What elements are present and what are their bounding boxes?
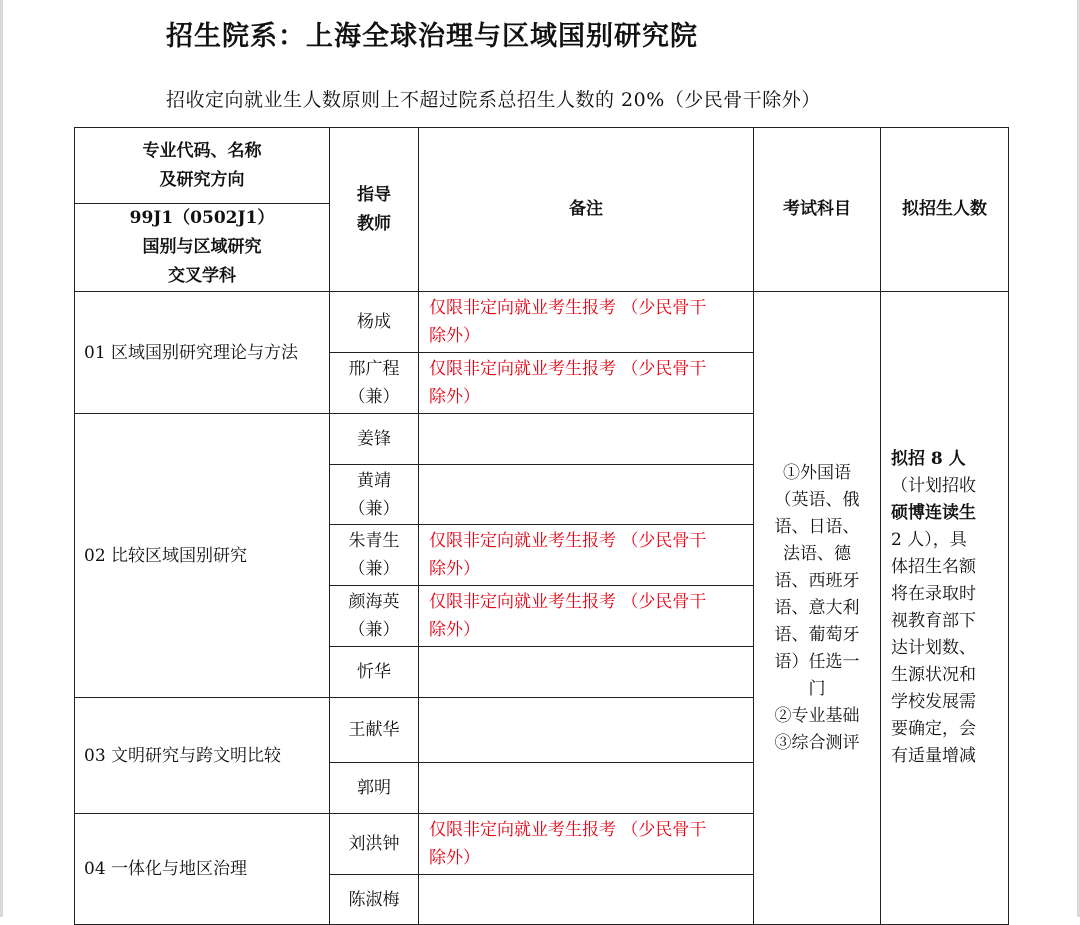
header-tutor — [330, 128, 419, 292]
tutor-note: （兼） — [348, 559, 400, 579]
note-cell — [419, 586, 754, 647]
header-code-line1: 99J1（0502J1） — [129, 208, 275, 228]
tutor-cell — [330, 875, 419, 925]
page-edge-left — [0, 0, 3, 917]
header-code-block — [75, 204, 330, 292]
tutor-cell — [330, 525, 419, 586]
tutor-name: 刘洪钟 — [348, 834, 400, 854]
header-code-title-line1: 专业代码、名称 — [142, 140, 262, 161]
count-line: （计划招收 — [891, 476, 976, 496]
note-cell — [419, 465, 754, 525]
page-title: 招生院系：上海全球治理与区域国别研究院 — [166, 21, 698, 52]
count-line: 体招生名额 — [891, 557, 976, 577]
note-cell — [419, 525, 754, 586]
tutor-cell — [330, 414, 419, 465]
count-line: 学校发展需 — [891, 692, 976, 712]
exam-line: 语、日语、 — [774, 516, 860, 537]
header-tutor-line2: 教师 — [357, 213, 391, 234]
direction-02: 02 比较区域国别研究 — [75, 414, 330, 698]
note-line2: 除外） — [429, 848, 480, 868]
page-subtitle: 招收定向就业生人数原则上不超过院系总招生人数的 20%（少民骨干除外） — [166, 89, 821, 111]
header-exam: 考试科目 — [754, 128, 881, 292]
exam-line: 法语、德 — [783, 543, 851, 564]
exam-line: 门 — [808, 678, 826, 699]
count-line: 将在录取时 — [891, 584, 976, 604]
note-cell — [419, 647, 754, 698]
header-code-line3: 交叉学科 — [168, 266, 236, 286]
enrollment-table — [74, 127, 1009, 925]
direction-04: 04 一体化与地区治理 — [75, 814, 330, 925]
planned-count — [881, 292, 1009, 925]
tutor-name: 朱青生 — [348, 531, 400, 551]
table-row — [75, 292, 1009, 353]
count-line: 要确定，会 — [891, 719, 976, 739]
note-line1: 仅限非定向就业考生报考 （少民骨干 — [429, 531, 707, 551]
tutor-name: 王献华 — [348, 720, 400, 740]
tutor-cell — [330, 647, 419, 698]
tutor-cell — [330, 353, 419, 414]
tutor-name: 陈淑梅 — [348, 889, 400, 910]
note-line2: 除外） — [429, 387, 480, 407]
tutor-note: （兼） — [348, 498, 400, 519]
tutor-name: 姜锋 — [357, 429, 391, 449]
note-cell — [419, 353, 754, 414]
exam-line: 语、意大利 — [774, 597, 860, 618]
count-line: 硕博连读生 — [891, 503, 976, 523]
tutor-name: 杨成 — [357, 312, 391, 332]
tutor-name: 邢广程 — [348, 359, 400, 379]
direction-03: 03 文明研究与跨文明比较 — [75, 698, 330, 814]
header-note: 备注 — [419, 128, 754, 292]
tutor-cell — [330, 763, 419, 814]
tutor-cell — [330, 586, 419, 647]
tutor-cell — [330, 814, 419, 875]
note-line2: 除外） — [429, 620, 480, 640]
tutor-cell — [330, 465, 419, 525]
direction-01: 01 区域国别研究理论与方法 — [75, 292, 330, 414]
tutor-name: 黄靖 — [357, 470, 391, 491]
note-cell — [419, 414, 754, 465]
tutor-name: 颜海英 — [348, 592, 400, 612]
note-line1: 仅限非定向就业考生报考 （少民骨干 — [429, 298, 707, 318]
header-code-title — [75, 128, 330, 204]
exam-line: （英语、俄 — [774, 489, 860, 510]
count-line: 生源状况和 — [891, 665, 976, 685]
note-line2: 除外） — [429, 326, 480, 346]
note-line1: 仅限非定向就业考生报考 （少民骨干 — [429, 359, 707, 379]
note-line1: 仅限非定向就业考生报考 （少民骨干 — [429, 592, 707, 612]
note-line2: 除外） — [429, 559, 480, 579]
note-cell — [419, 292, 754, 353]
note-cell — [419, 763, 754, 814]
tutor-name: 忻华 — [357, 662, 391, 682]
header-count: 拟招生人数 — [881, 128, 1009, 292]
count-line: 2 人），具 — [891, 530, 967, 550]
tutor-note: （兼） — [348, 387, 400, 407]
exam-line: ③综合测评 — [774, 732, 860, 753]
header-code-title-line2: 及研究方向 — [159, 169, 245, 190]
exam-line: ①外国语 — [783, 462, 851, 483]
tutor-cell — [330, 292, 419, 353]
exam-line: 语、西班牙 — [774, 570, 860, 591]
count-line: 达计划数、 — [891, 638, 976, 658]
note-cell — [419, 698, 754, 763]
exam-line: 语、葡萄牙 — [774, 624, 860, 645]
note-line1: 仅限非定向就业考生报考 （少民骨干 — [429, 820, 707, 840]
exam-line: 语）任选一 — [774, 651, 860, 672]
exam-line: ②专业基础 — [774, 705, 860, 726]
tutor-cell — [330, 698, 419, 763]
tutor-note: （兼） — [348, 620, 400, 640]
tutor-name: 郭明 — [357, 778, 391, 798]
exam-subjects — [754, 292, 881, 925]
note-cell — [419, 814, 754, 875]
count-line: 视教育部下 — [891, 611, 976, 631]
count-line: 拟招 8 人 — [891, 449, 966, 469]
note-cell — [419, 875, 754, 925]
count-line: 有适量增减 — [891, 746, 976, 766]
header-code-line2: 国别与区域研究 — [142, 237, 262, 257]
header-tutor-line1: 指导 — [357, 184, 391, 205]
